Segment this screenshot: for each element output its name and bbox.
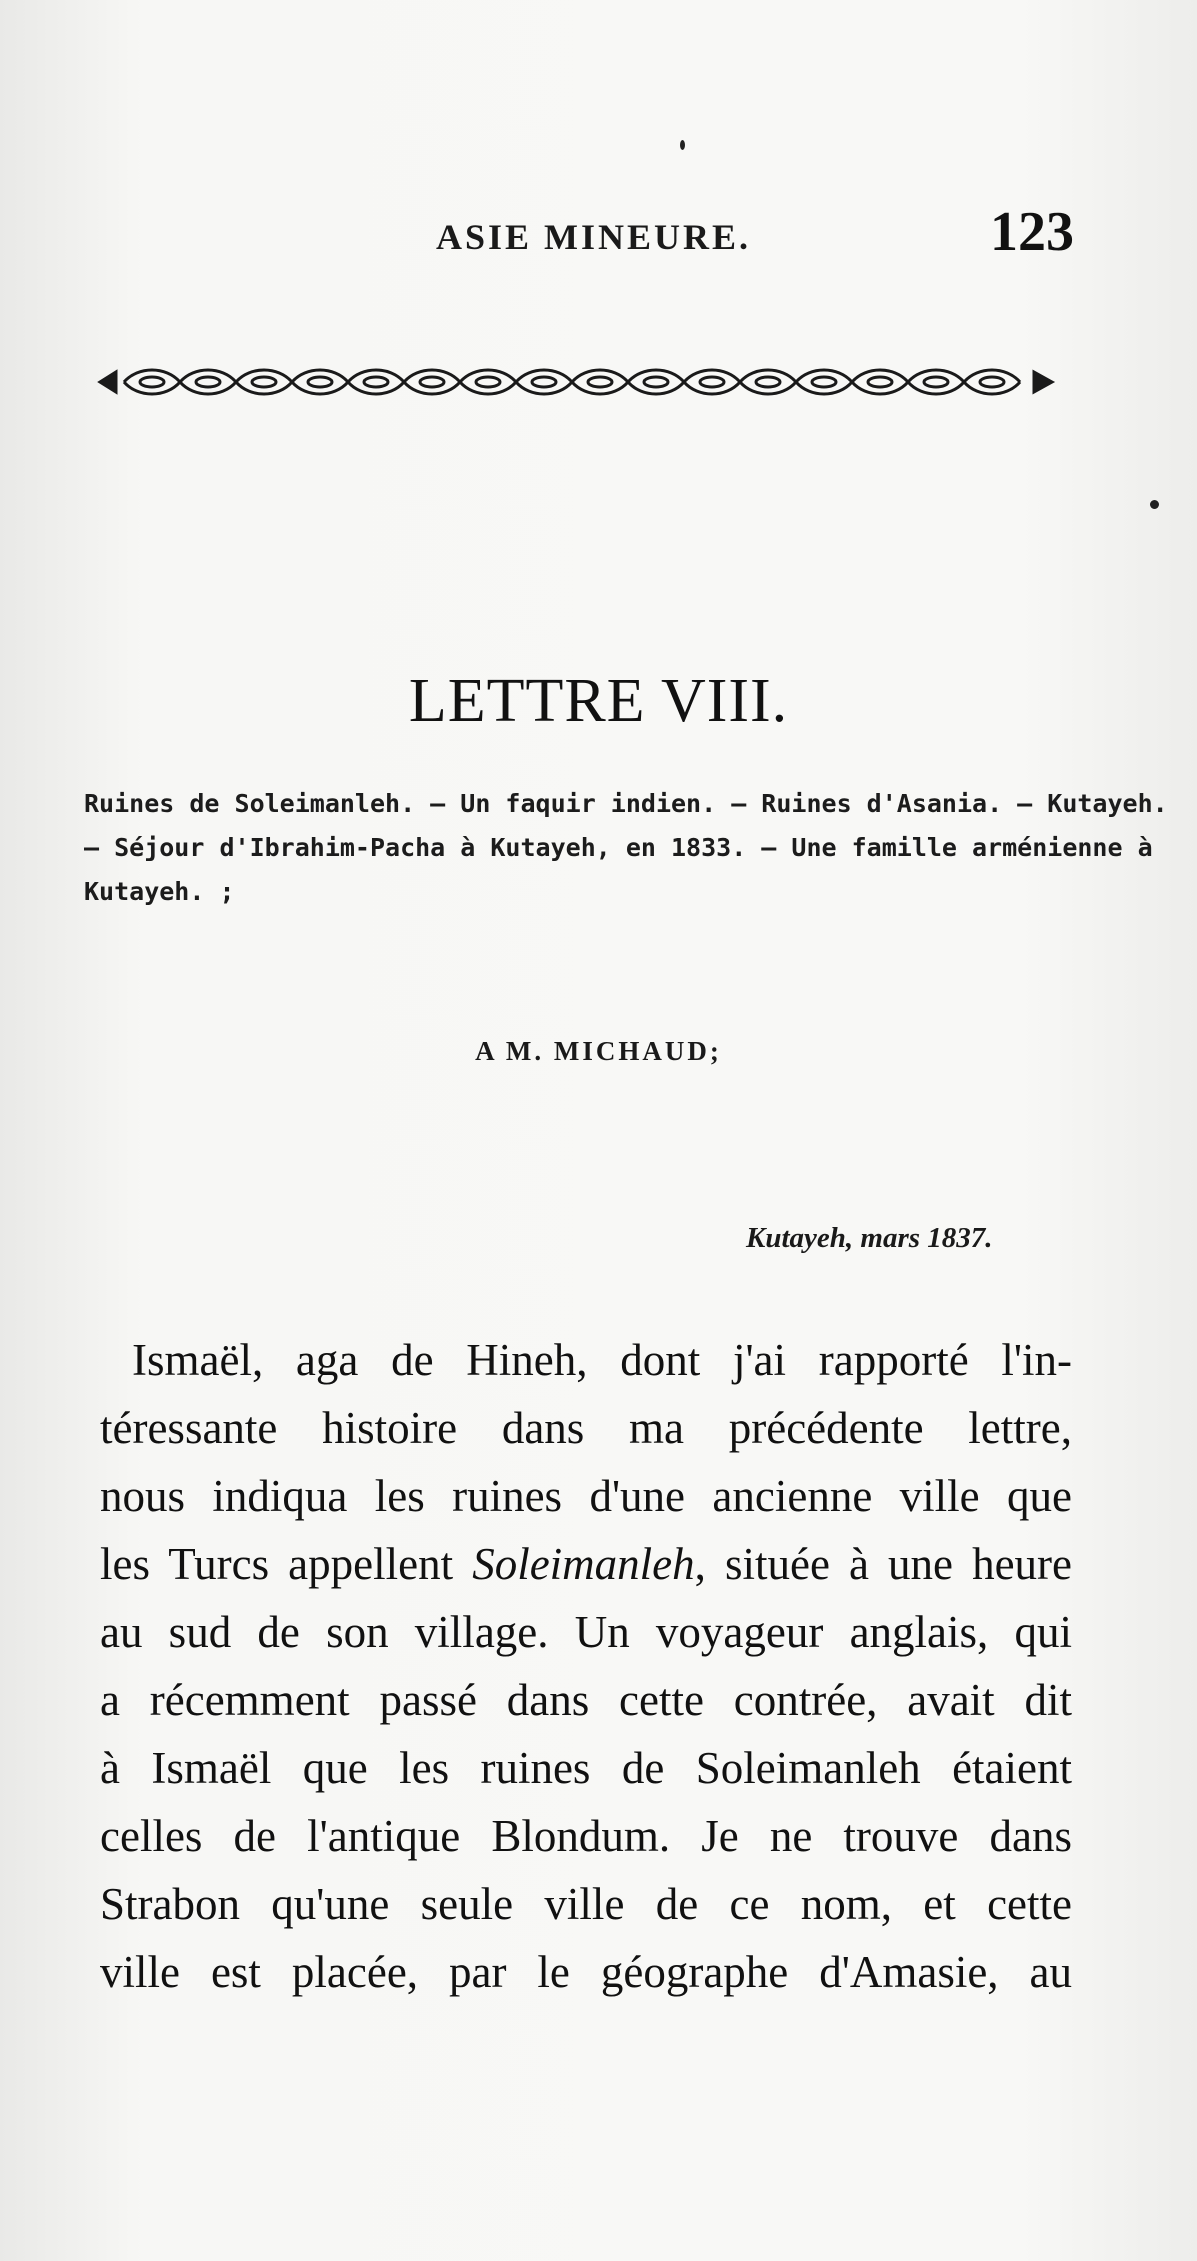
ornament-eye [476,377,500,387]
body-line: celles de l'antique Blondum. Je ne trouve dans [100,1811,1072,1861]
ornament-eye [700,377,724,387]
ornament-eye [980,377,1004,387]
ink-speck [680,140,685,150]
ornament-eye [868,377,892,387]
dateline: Kutayeh, mars 1837. [746,1222,993,1254]
ink-speck [1150,500,1159,509]
ornament-eye [924,377,948,387]
ornament-eye [364,377,388,387]
body-line [100,1530,1072,1598]
ornament-end [1034,372,1052,392]
ornament-eye [252,377,276,387]
italic-place-name: Soleimanleh [472,1539,695,1589]
body-paragraph [100,1326,1072,2006]
ornament-eye [756,377,780,387]
body-text-run: les Turcs appellent [100,1539,473,1589]
ornament-eye [140,377,164,387]
body-line: téressante histoire dans ma précédente lettre, [100,1403,1072,1453]
chapter-summary [84,782,1168,914]
ornament-eye [196,377,220,387]
body-line: nous indiqua les ruines d'une ancienne ville que [100,1471,1072,1521]
decorative-ornament-band [96,360,1056,404]
ornament-eye [644,377,668,387]
body-line: au sud de son village. Un voyageur anglais, qui [100,1607,1072,1657]
summary-line: Ruines de Soleimanleh. — Un faquir indien. — Ruines d'Asania. — Kutayeh. [84,789,1168,818]
letter-title: LETTRE VIII. [408,667,789,735]
body-line: ville est placée, par le géographe d'Amasie, au [100,1947,1072,1997]
body-line: à Ismaël que les ruines de Soleimanleh étaient [100,1743,1072,1793]
body-line: a récemment passé dans cette contrée, avait dit [100,1675,1072,1725]
ornament-eye [532,377,556,387]
page-number: 123 [990,201,1074,263]
summary-line: Kutayeh. ; [84,877,235,906]
body-line: Strabon qu'une seule ville de ce nom, et cette [100,1879,1072,1929]
ornament-eye [812,377,836,387]
running-head: ASIE MINEURE. [436,217,752,257]
body-text-run: , située à une heure [694,1539,1072,1589]
addressee: A M. MICHAUD; [475,1036,722,1066]
ornament-eye [308,377,332,387]
summary-line: — Séjour d'Ibrahim-Pacha à Kutayeh, en 1833. — Une famille arménienne à [84,833,1153,862]
ornament-eye [420,377,444,387]
bleed-through-text [90,290,1090,362]
ornament-eye [588,377,612,387]
body-line: Ismaël, aga de Hineh, dont j'ai rapporté l'in- [132,1335,1072,1385]
